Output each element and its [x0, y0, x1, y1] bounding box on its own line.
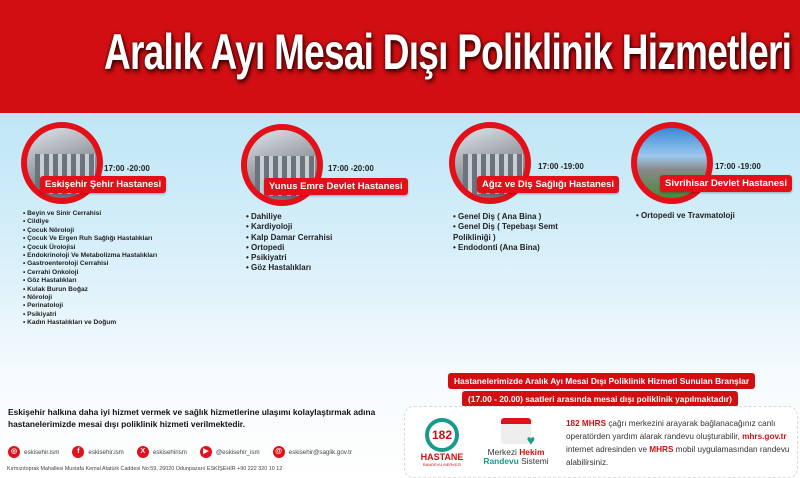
page-title: Aralık Ayı Mesai Dışı Poliklinik Hizmetleri: [104, 24, 792, 80]
list-item: • Çocuk Nöroloji: [23, 227, 157, 235]
text: çağrı merkezini arayarak bağlanacağınız canlı operatörden yardım alarak randevu oluşturabilir,: [566, 419, 776, 441]
logo-subtitle: RANDEVU MERKEZİ: [422, 462, 462, 467]
list-item: • Nöroloji: [23, 294, 157, 302]
branches-banner-hours: (17.00 - 20.00) saatleri arasında mesai dışı poliklinik yapılmaktadır): [462, 391, 738, 407]
list-item: • Psikiyatri: [23, 311, 157, 319]
branches-banner-title: Hastanelerimizde Aralık Ayı Mesai Dışı Poliklinik Hizmeti Sunulan Branşlar: [448, 373, 755, 389]
hospital-hours: 17:00 -19:00: [715, 162, 761, 171]
mhrs-app: MHRS: [649, 445, 674, 454]
hastane-randevu-logo: [418, 418, 466, 467]
list-item: • Ortopedi: [246, 243, 332, 253]
list-item: • Dahiliye: [246, 212, 332, 222]
social-facebook[interactable]: [72, 446, 123, 458]
intro-text: Eskişehir halkına daha iyi hizmet vermek ve sağlık hizmetlerine ulaşımı kolaylaştırmak adına hastanelerimizde mesai dışı poliklinik hizmeti verilmektedir.: [8, 407, 376, 429]
text: mobil uygulamasından randevu alabilirsiniz.: [566, 445, 790, 467]
phone-icon: 182: [425, 418, 459, 452]
social-handle: @eskisehir_ism: [215, 448, 260, 456]
list-item: • Endodonti (Ana Bina): [453, 243, 573, 253]
social-handle: eskisehirism: [152, 448, 187, 456]
list-item: • Çocuk Ürolojisi: [23, 244, 157, 252]
list-item: • Kulak Burun Boğaz: [23, 286, 157, 294]
list-item: • Kardiyoloji: [246, 222, 332, 232]
list-item: • Psikiyatri: [246, 253, 332, 263]
email-icon: @: [273, 446, 285, 458]
hospital-hours: 17:00 -19:00: [538, 162, 584, 171]
logo-text: Hekim: [519, 447, 545, 457]
list-item: • Çocuk Ve Ergen Ruh Sağlığı Hastalıkları: [23, 235, 157, 243]
social-handle: eskisehir@saglik.gov.tr: [288, 448, 352, 456]
hospital-name: Ağız ve Diş Sağlığı Hastanesi: [477, 176, 619, 193]
social-handle: eskisehir.ism: [88, 448, 124, 456]
list-item: • Kalp Damar Cerrahisi: [246, 233, 332, 243]
list-item: • Endokrinoloji Ve Metabolizma Hastalıkları: [23, 252, 157, 260]
hospital-hours: 17:00 -20:00: [328, 164, 374, 173]
list-item: • Genel Diş ( Tepebaşı Semt Polikliniği ): [453, 222, 573, 243]
list-item: • Beyin ve Sinir Cerrahisi: [23, 210, 157, 218]
social-x[interactable]: [137, 446, 187, 458]
text: internet adresinden ve: [566, 445, 650, 454]
branch-list-yunus-emre: [246, 212, 332, 274]
calendar-heart-icon: ♥: [501, 418, 531, 444]
hospital-name: Yunus Emre Devlet Hastanesi: [264, 178, 408, 195]
mhrs-phone: 182 MHRS: [566, 419, 607, 428]
social-handle: eskisehir.ism: [24, 448, 60, 456]
social-links: [8, 446, 352, 458]
hospital-hours: 17:00 -20:00: [104, 164, 150, 173]
mhrs-logo: [478, 418, 554, 466]
branch-list-agiz-dis: [453, 212, 573, 253]
hospital-name: Eskişehir Şehir Hastanesi: [40, 176, 166, 193]
list-item: • Perinatoloji: [23, 302, 157, 310]
social-email[interactable]: [273, 446, 352, 458]
mhrs-link[interactable]: mhrs.gov.tr: [742, 432, 787, 441]
logo-title: HASTANE: [420, 452, 464, 462]
branch-list-sivrihisar: [636, 211, 735, 221]
list-item: • Göz Hastalıkları: [246, 263, 332, 273]
list-item: • Genel Diş ( Ana Bina ): [453, 212, 573, 222]
social-instagram[interactable]: [8, 446, 59, 458]
youtube-icon: ▶: [200, 446, 212, 458]
list-item: • Ortopedi ve Travmatoloji: [636, 211, 735, 221]
list-item: • Cildiye: [23, 218, 157, 226]
social-youtube[interactable]: [200, 446, 260, 458]
list-item: • Kadın Hastalıkları ve Doğum: [23, 319, 157, 327]
hospital-name: Sivrihisar Devlet Hastanesi: [660, 175, 792, 192]
address-text: Kırmızıtoprak Mahallesi Mustafa Kemal Atatürk Caddesi No:59, 26020 Odunpazarı/ ESKİŞEHİR +90 222 320 10 12: [7, 466, 283, 472]
list-item: • Cerrahi Onkoloji: [23, 269, 157, 277]
list-item: • Göz Hastalıkları: [23, 277, 157, 285]
logo-text: Randevu: [483, 456, 522, 466]
logo-text: Merkezi: [487, 447, 520, 457]
branch-list-sehir: [23, 210, 157, 328]
mhrs-description: [566, 417, 794, 469]
facebook-icon: f: [72, 446, 84, 458]
list-item: • Gastroenteroloji Cerrahisi: [23, 260, 157, 268]
x-icon: X: [137, 446, 149, 458]
logo-text: Sistemi: [521, 456, 549, 466]
instagram-icon: ◎: [8, 446, 20, 458]
header-banner: [0, 0, 800, 113]
